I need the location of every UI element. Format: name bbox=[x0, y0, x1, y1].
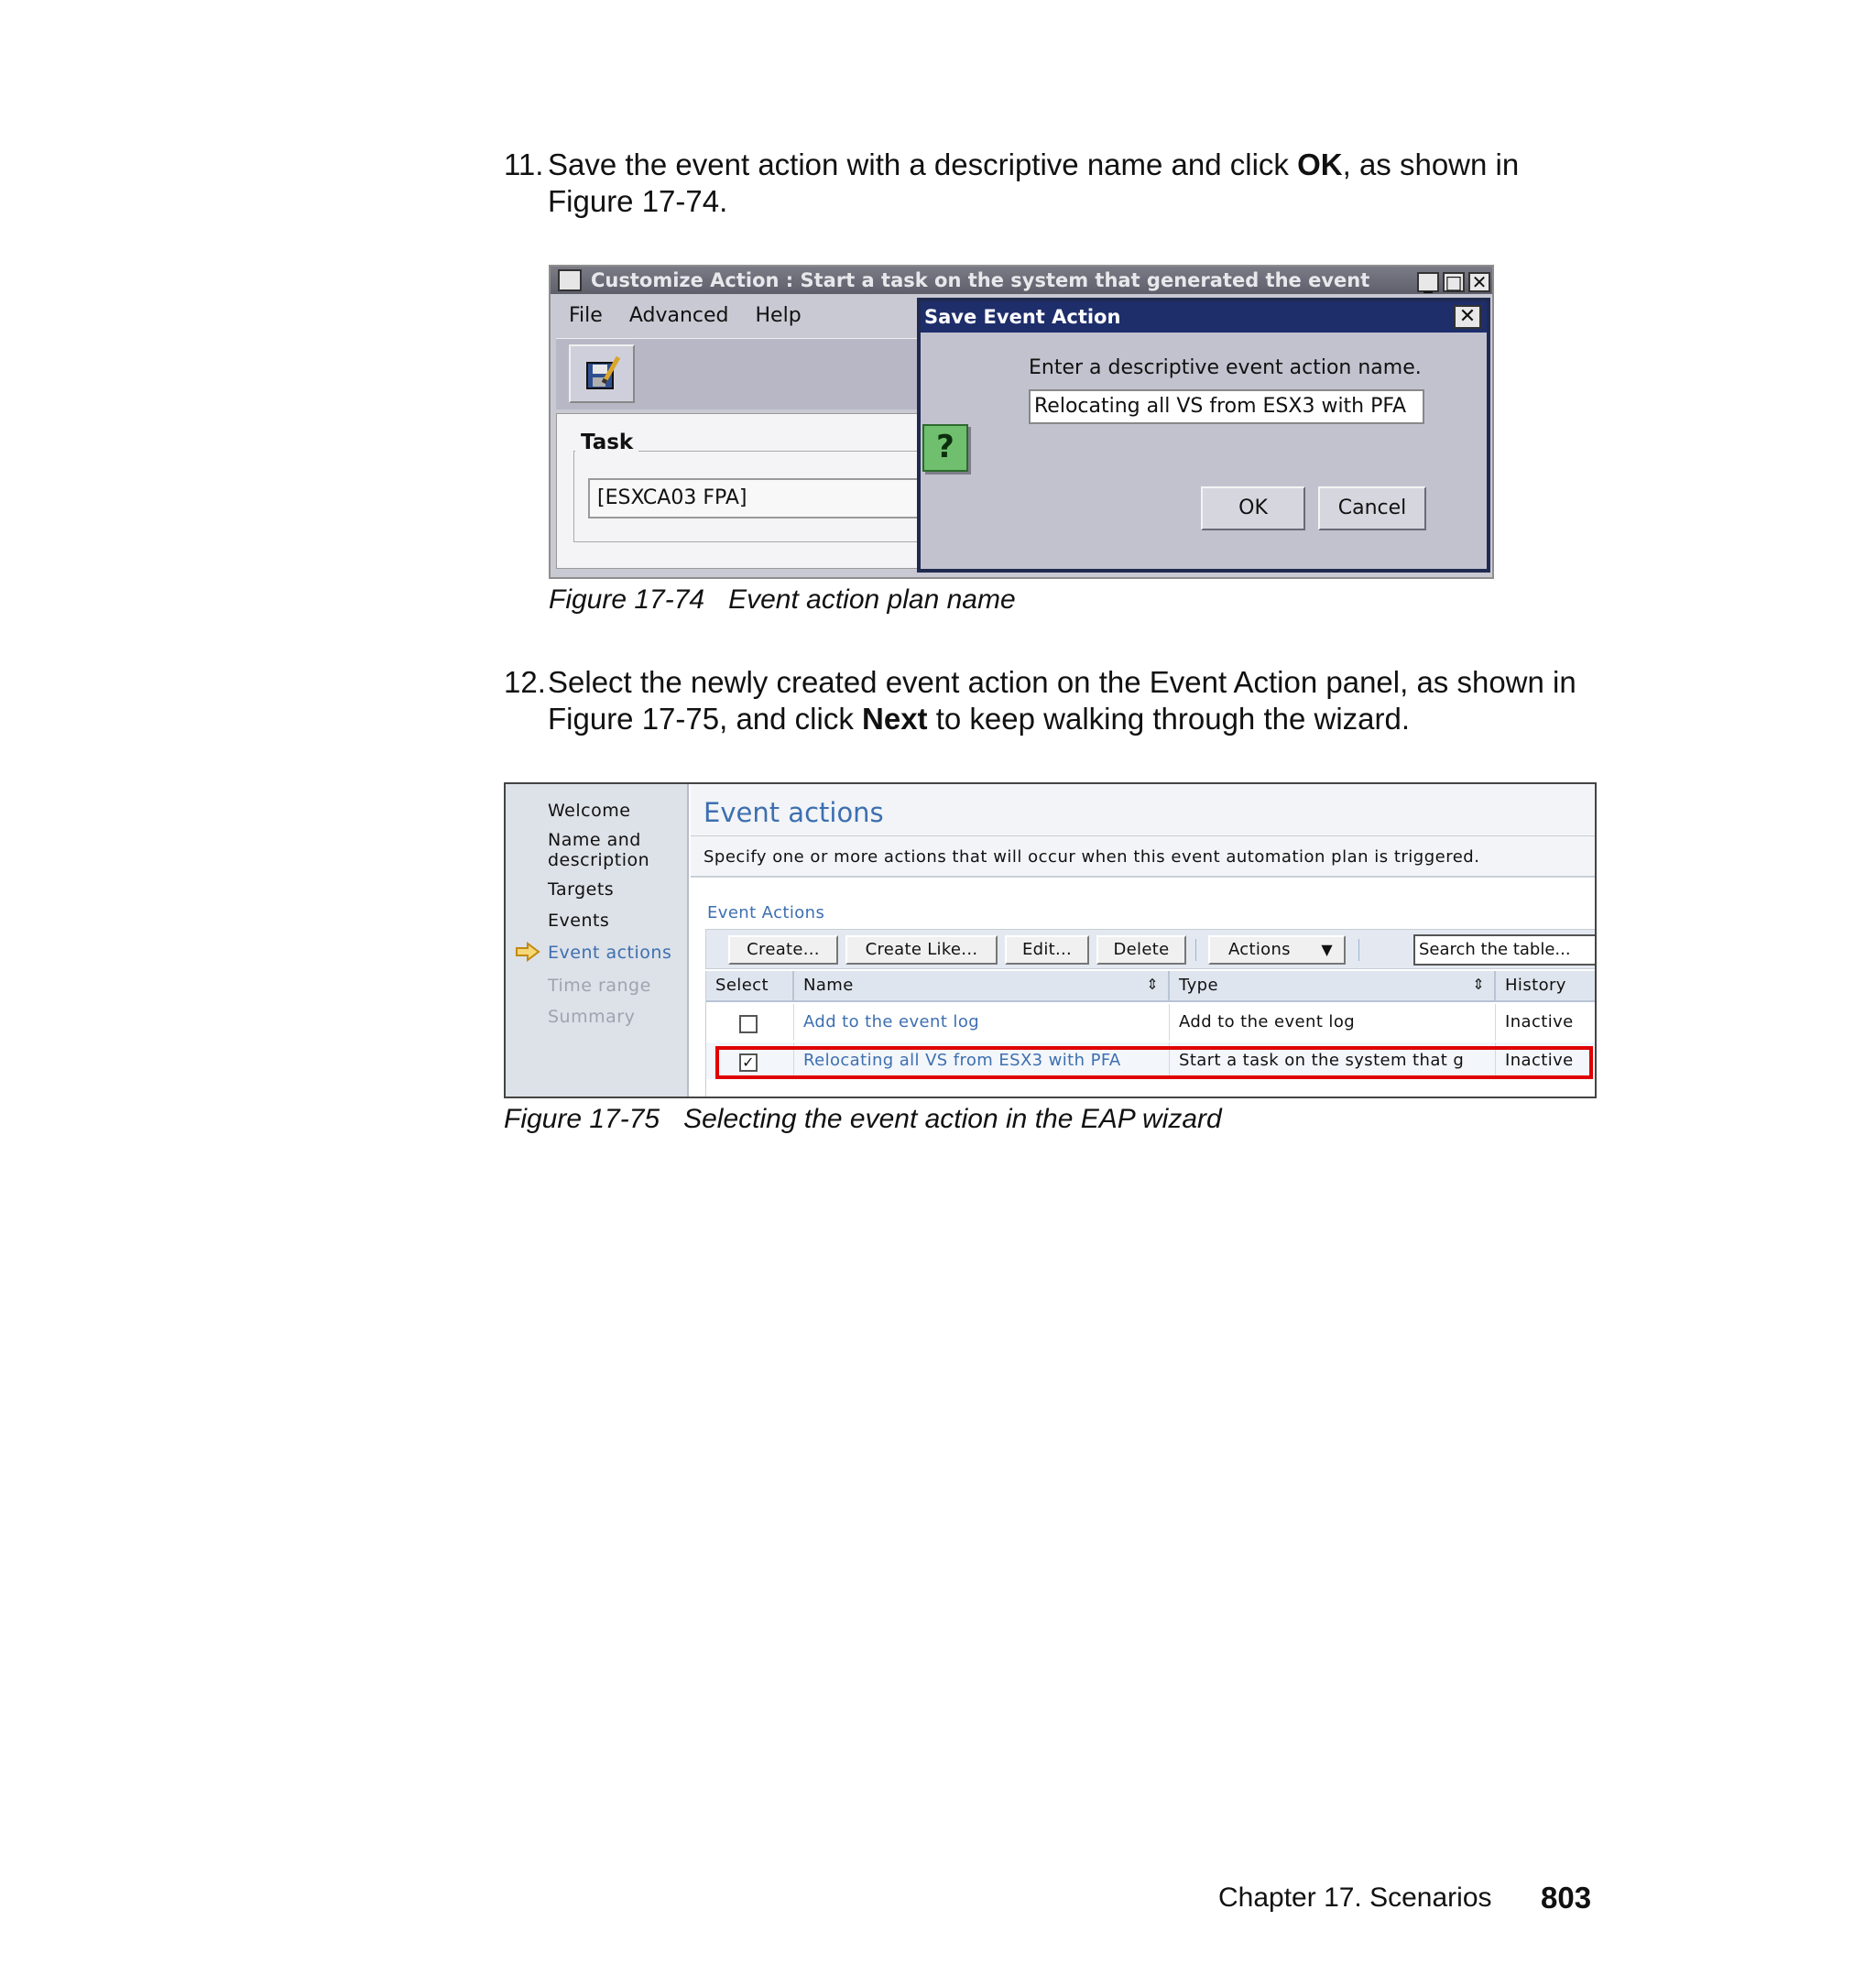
menu-help[interactable]: Help bbox=[755, 304, 802, 327]
nav-name-and-description[interactable] bbox=[548, 830, 649, 870]
selection-highlight-box bbox=[715, 1046, 1593, 1079]
dialog-title: Save Event Action bbox=[924, 306, 1121, 328]
sort-icon[interactable]: ⇕ bbox=[1146, 976, 1159, 993]
caption-text: Event action plan name bbox=[728, 584, 1016, 615]
step-number: 11. bbox=[504, 147, 544, 181]
panel-title: Event actions bbox=[704, 797, 884, 828]
panel-header bbox=[691, 784, 1597, 835]
search-input[interactable]: Search the table... bbox=[1413, 934, 1597, 966]
nav-event-actions[interactable]: Event actions bbox=[548, 943, 672, 963]
save-event-action-dialog bbox=[917, 298, 1490, 573]
event-action-name-input[interactable]: Relocating all VS from ESX3 with PFA bbox=[1029, 389, 1424, 424]
step-text-part: Save the event action with a descriptive name and click bbox=[548, 147, 1298, 181]
column-type-label: Type bbox=[1179, 976, 1218, 995]
save-edit-button[interactable] bbox=[569, 344, 635, 403]
panel-description: Specify one or more actions that will occur when this event automation plan is triggered. bbox=[704, 847, 1480, 867]
toolbar-separator bbox=[1358, 939, 1359, 961]
panel-description-bar bbox=[691, 835, 1597, 878]
figure-17-75-caption bbox=[504, 1104, 1222, 1135]
history-cell: Inactive bbox=[1505, 1051, 1574, 1070]
column-header-select: Select bbox=[706, 971, 794, 1002]
cancel-button[interactable]: Cancel bbox=[1318, 486, 1426, 530]
name-cell[interactable]: Relocating all VS from ESX3 with PFA bbox=[794, 1042, 1170, 1079]
table-toolbar bbox=[705, 929, 1597, 969]
task-legend: Task bbox=[575, 431, 638, 454]
save-edit-icon bbox=[571, 346, 633, 401]
row-checkbox[interactable] bbox=[739, 1015, 758, 1033]
step-text-part: Figure 17-75, and click bbox=[548, 702, 863, 736]
column-name-label: Name bbox=[803, 976, 854, 995]
caption-label: Figure 17-74 bbox=[549, 584, 705, 615]
figure-17-74-screenshot bbox=[549, 265, 1494, 579]
nav-events[interactable]: Events bbox=[548, 911, 610, 931]
nav-name-line1: Name and bbox=[548, 830, 641, 850]
type-cell: Add to the event log bbox=[1170, 1004, 1496, 1041]
page-number: 803 bbox=[1541, 1881, 1592, 1915]
sort-icon[interactable]: ⇕ bbox=[1472, 976, 1485, 993]
figure-17-74-caption bbox=[549, 584, 1016, 616]
step-text-part: Figure 17-74. bbox=[548, 184, 728, 218]
nav-time-range: Time range bbox=[548, 976, 651, 996]
delete-button[interactable]: Delete bbox=[1096, 935, 1186, 965]
dialog-titlebar bbox=[921, 301, 1487, 333]
column-header-history: History bbox=[1496, 971, 1597, 1002]
caption-text: Selecting the event action in the EAP wizard bbox=[683, 1104, 1222, 1134]
step-text bbox=[548, 147, 1739, 220]
figure-17-75-screenshot bbox=[504, 782, 1597, 1098]
footer-chapter: Chapter 17. Scenarios bbox=[1218, 1882, 1492, 1913]
current-step-arrow-icon bbox=[515, 942, 540, 962]
question-icon: ? bbox=[922, 424, 968, 472]
step-11 bbox=[504, 147, 1695, 220]
caption-label: Figure 17-75 bbox=[504, 1104, 660, 1134]
step-12 bbox=[504, 664, 1786, 737]
section-title: Event Actions bbox=[707, 903, 825, 922]
row-checkbox[interactable]: ✓ bbox=[739, 1053, 758, 1072]
step-number: 12. bbox=[504, 665, 546, 699]
maximize-icon[interactable]: □ bbox=[1443, 272, 1465, 292]
create-like-button[interactable]: Create Like... bbox=[845, 935, 998, 965]
customize-action-titlebar bbox=[551, 267, 1494, 294]
close-icon[interactable]: ✕ bbox=[1468, 272, 1490, 292]
step-text bbox=[548, 664, 1784, 737]
chevron-down-icon: ▼ bbox=[1321, 941, 1333, 958]
dialog-close-icon[interactable]: ✕ bbox=[1454, 305, 1481, 329]
step-text-part: Select the newly created event action on the Event Action panel, as shown in bbox=[548, 665, 1576, 699]
edit-button[interactable]: Edit... bbox=[1005, 935, 1089, 965]
task-field[interactable]: [ESXCA03 FPA] bbox=[588, 478, 1211, 518]
column-header-name[interactable] bbox=[794, 971, 1170, 1002]
create-button[interactable]: Create... bbox=[728, 935, 838, 965]
nav-welcome[interactable]: Welcome bbox=[548, 801, 631, 821]
table-row bbox=[706, 1004, 1597, 1041]
column-header-type[interactable] bbox=[1170, 971, 1496, 1002]
type-cell: Start a task on the system that g bbox=[1170, 1042, 1496, 1079]
event-actions-table bbox=[705, 971, 1597, 1097]
nav-targets[interactable]: Targets bbox=[548, 879, 615, 900]
actions-label: Actions bbox=[1228, 940, 1291, 959]
nav-name-line2: description bbox=[548, 850, 650, 870]
step-text-part: , as shown in bbox=[1342, 147, 1520, 181]
step-text-bold: OK bbox=[1297, 147, 1343, 181]
history-cell: Inactive bbox=[1505, 1012, 1574, 1031]
app-computer-icon bbox=[558, 269, 582, 291]
menu-advanced[interactable]: Advanced bbox=[628, 304, 729, 327]
wizard-navigation bbox=[506, 784, 689, 1097]
window-title: Customize Action : Start a task on the system that generated the event bbox=[591, 269, 1370, 291]
step-text-bold: Next bbox=[862, 702, 928, 736]
minimize-icon[interactable]: _ bbox=[1417, 272, 1439, 292]
toolbar-separator bbox=[1195, 939, 1196, 961]
dialog-prompt: Enter a descriptive event action name. bbox=[1029, 356, 1422, 379]
actions-dropdown[interactable] bbox=[1208, 935, 1346, 965]
name-cell[interactable]: Add to the event log bbox=[794, 1004, 1170, 1041]
nav-summary: Summary bbox=[548, 1007, 636, 1027]
step-text-part: to keep walking through the wizard. bbox=[927, 702, 1411, 736]
ok-button[interactable]: OK bbox=[1201, 486, 1305, 530]
select-cell bbox=[706, 1004, 794, 1041]
menu-file[interactable]: File bbox=[569, 304, 603, 327]
